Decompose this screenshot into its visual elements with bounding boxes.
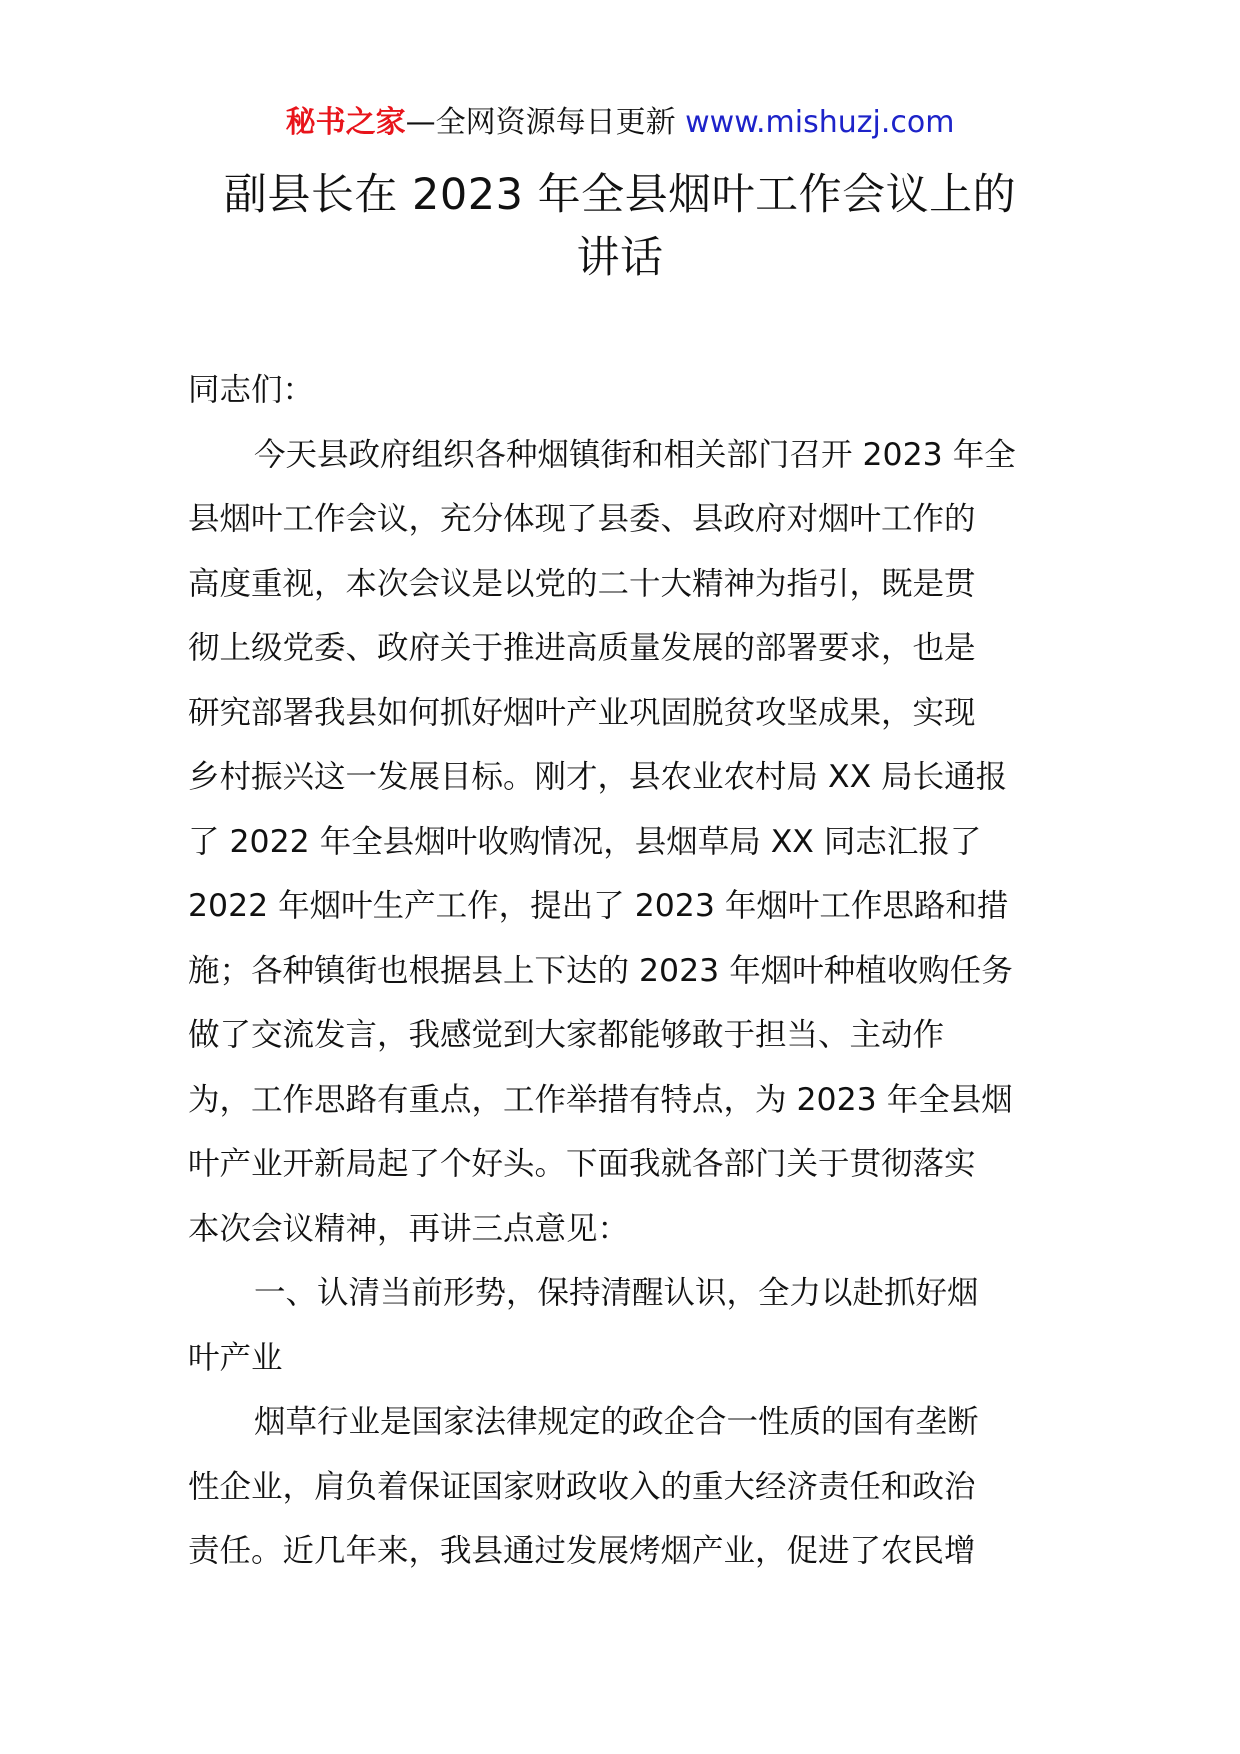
paragraph-line: 彻上级党委、政府关于推进高质量发展的部署要求，也是 [188,630,976,666]
paragraph-line: 做了交流发言，我感觉到大家都能够敢于担当、主动作 [188,1017,945,1053]
document-body [188,358,1060,1584]
brand-name: 秘书之家 [285,105,406,140]
paragraph-line: 县烟叶工作会议，充分体现了县委、县政府对烟叶工作的 [188,501,976,537]
paragraph-line: 今天县政府组织各种烟镇街和相关部门召开 2023 年全 [254,436,1016,473]
paragraph-line: 了 2022 年全县烟叶收购情况，县烟草局 XX 同志汇报了 [188,823,982,860]
paragraph-line: 责任。近几年来，我县通过发展烤烟产业，促进了农民增 [188,1533,976,1569]
site-url-link[interactable]: www.mishuzj.com [685,105,955,140]
header-tagline: —全网资源每日更新 [405,105,686,140]
paragraph-line: 施；各种镇街也根据县上下达的 2023 年烟叶种植收购任务 [188,952,1013,989]
section-heading-line: 叶产业 [188,1339,283,1376]
paragraph-line: 为，工作思路有重点，工作举措有特点，为 2023 年全县烟 [188,1081,1013,1118]
salutation: 同志们： [188,372,315,408]
paragraph-line: 乡村振兴这一发展目标。刚才，县农业农村局 XX 局长通报 [188,759,1008,795]
paragraph-line: 本次会议精神，再讲三点意见： [188,1210,630,1247]
section-heading-line: 一、认清当前形势，保持清醒认识，全力以赴抓好烟 [254,1275,979,1311]
paragraph-line: 性企业，肩负着保证国家财政收入的重大经济责任和政治 [188,1468,976,1505]
title-line: 副县长在 2023 年全县烟叶工作会议上的 [223,170,1017,220]
document-title [180,164,1060,290]
paragraph-line: 烟草行业是国家法律规定的政企合一性质的国有垄断 [254,1404,979,1440]
paragraph-line: 叶产业开新局起了个好头。下面我就各部门关于贯彻落实 [188,1146,976,1182]
site-header [0,102,1240,144]
paragraph-line: 研究部署我县如何抓好烟叶产业巩固脱贫攻坚成果，实现 [188,694,976,731]
title-line: 讲话 [576,233,664,283]
paragraph-line: 高度重视，本次会议是以党的二十大精神为指引，既是贯 [188,565,976,602]
paragraph-line: 2022 年烟叶生产工作，提出了 2023 年烟叶工作思路和措 [188,888,1009,924]
